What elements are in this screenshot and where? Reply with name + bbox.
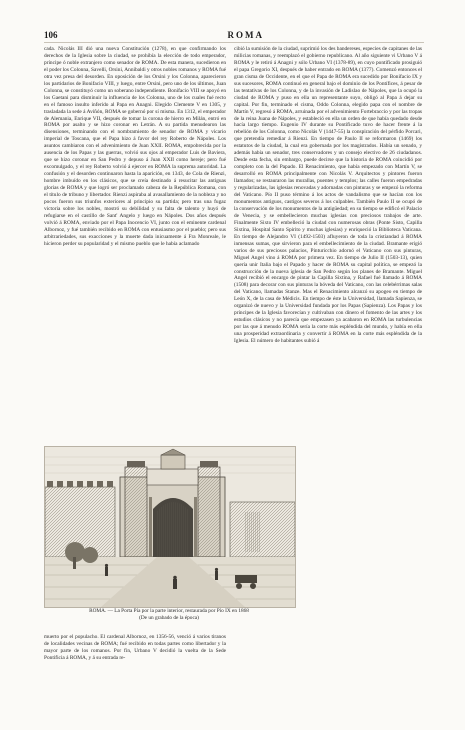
figure-caption (44, 608, 294, 630)
caption-line-1: ROMA. — La Porta Pía por la parte interior, restaurada por Pío IX en 1868 (89, 608, 249, 614)
left-column-bottom (44, 634, 226, 670)
left-column-top (44, 46, 226, 442)
page-header (44, 28, 424, 43)
left-column-text: cada. Nicolás III dió una nueva Constitución (1278), en que confirmando los derechos de la Iglesia sobre la ciudad, se prohibía la elección de todo emperador, príncipe ó noble extranjero como senador de ROMA. De esta manera, sucedieron en el poder los Colonna, Savelli, Orsini, Annibaldi y otros nobles romanos y ROMA fué otra vez presa del desorden. En oposición de los Orsini y los Colonna, aparecieron los partidarios de Bonifacio VIII, y luego, entre Orsini, pero uno de los últimos, Juan Colonna, se constituyó como un soberano independiente. Bonifacio VIII se apoyó en los Gaetani para disminuir la influencia de los Colonna, uno de los cuales fué recto en el famoso insulto inferido al Papa en Anagni. Elegido Clemente V en 1305, y trasladada la sede á Aviñón, ROMA se gobernó por sí misma. En 1312, el emperador de Alemania, Enrique VII, después de tomar la corona de hierro en Milán, entró en ROMA por asalto y se hizo coronar en Letrán. A su partida menudearon las disensiones, terminando con el nombramiento de senador de ROMA y vicario imperial de Toscana, que el Papa hizo á favor del rey Roberto de Nápoles. Los asuntos cambiaron con el advenimiento de Juan XXII. ROMA, empobrecida por la ausencia de los Papas y las guerras, volvió sus ojos al emperador Luis de Baviera, que se hizo coronar en San Pedro y depuso á Juan XXII como hereje; pero fué excomulgado, y el rey Roberto volvió á ejercer en ROMA la suprema autoridad. La confusión y el desorden continuaron hasta la aparición, en 1343, de Cola de Rienzi, hombre imbuído en los clásicos, que se creía destinado á resucitar las antiguas glorias de ROMA y que logró ser proclamado cabeza de la República Romana, con el título de tribuno y libertador. Rienzi aspiraba al avasallamiento de la nobleza y no pocos fueron sus triunfos exteriores al principio su partida; pero tras una fugaz victoria sobre los nobles, mostró su debilidad y su falta de talento y huyó de refugiarse en el castillo de Sant' Angelo y luego en Nápoles. Dos años después volvió á ROMA, enviado por el Papa Inocencio VI, junto con el eminente cardenal Albornoz, y fué también recibido en ROMA con entusiasmo por el pueblo; pero sus arbitrariedades, sus exacciones y la muerte dada inicuamente á Fra Monreale, le hicieron perder su popularidad y el mismo pueblo que le había aclamado (44, 46, 226, 247)
right-column-text: cibió la sumisión de la ciudad, suprimió los des bandereses, especies de capitanes de las milicias romanas, y reemplazó el gobierno republicano. Al año siguiente vi Urbano V á ROMA y le retiró á Anagni y sólo Urbano VI (1378-89), en cuyo pontificado prosiguió el papa Gregorio XI, después de haber entrado en ROMA (1377). Comenzó entonces el gran cisma de Occidente, en el que el Papa de ROMA era sucedido por Bonifacio IX y sus sucesores, ROMA continuó en general bajo el dominio de los Pontífices, á pesar de las tentativas de los Colonna, y de la invasión de Ladislao de Nápoles, que la ocupó la ciudad de ROMA y puso en ella un representante suyo, obligó al Papa á dejar su capital. Por fin, terminado el cisma, Oddo Colonna, elegido papa con el nombre de Martín V, regresó á ROMA, arruinada por el advenimiento Fortebraccio y por las tropas de la reina Juana de Nápoles, y estableció en ella un orden de que había quedado desde hacía largo tiempo. Eugenio IV durante su Pontificado tuvo de hacer frente á la rebelión de los Colonna, como Nicolás V (1447-55) la conspiración del pérfido Porcari, que pretendía remediar á Rienzi. En tiempo de Paulo II se reformaron (1469) los estatutos de la ciudad, la cual era gobernada por los magistrados. Había un senado, y además había un senador, tres conservadores y un consejo electivo de 26 ciudadanos. Desde esta fecha, sin embargo, puede decirse que la historia de ROMA coincidió por completo con la del Papado. El Renacimiento, que había empezado con Martín V, se desarrolló en ROMA principalmente con Nicolás V. Arquitectos y pintores fueron llamados; se restauraron las murallas, puentes y templos; las calles fueron empedradas y regularizadas, las iglesias renovadas y adornadas con pinturas y se empezó la reforma del Vaticano. Pío II puso término á los actos de vandalismo que se hacían con los monumentos antiguos, castigos severos á los culpables. También Paulo II se ocupó de la conservación de los monumentos de la antigüedad; en su tiempo se edificó el Palacio de Venecia, y se embellecieron muchas iglesias con preciosos trabajos de arte. Finalmente Sixto IV embelleció la ciudad con numerosas obras (Ponte Sisto, Capilla Sixtina, Hospital Santo Spirito y muchas iglesias) y enriqueció la Biblioteca Vaticana. En tiempo de Alejandro VI (1492-1503) afluyeron de toda la cristiandad á ROMA inmensas sumas, que sirvieron para el embellecimiento de la ciudad. Bramante erigió varios de sus preciosos palacios, Pinturicchio adornó el Vaticano con sus pinturas, Miguel Angel vino á ROMA por primera vez. En tiempo de Julio II (1503-13), quien quería unir Italia bajo el Papado y hacer de ROMA su capital política, se empezó la construcción de la nueva iglesia de San Pedro según los planes de Bramante. Miguel Angel recibió el encargo de pintar la Capilla Sixtina, y Rafael fué llamado á ROMA (1508) para decorar con sus pinturas la bóveda del Vaticano, con las celebérrimas salas del Vaticano, llamadas Stanze. Mas el Renacimiento alcanzó su apogeo en tiempo de León X, de la casa de Médicis. En tiempo de éste la Universidad, llamada Sapienza, se organizó de nuevo y la Universidad fundada por los Papas (Sapienza). Los Papas y los príncipes de la Iglesia favorecían y cultivaban con dinero el fomento de las artes y los estudios clásicos y no parecía que empezasen ya acabaron en ROMA las turbulencias por las que á menudo ROMA sería la corte más espléndida del mundo, y había en ella una prosperidad extraordinaria y convertir á ROMA en la corte más espléndida de la Iglesia. El número de habitantes subió á (234, 46, 422, 345)
left-column-bottom-text: muerto por el populacho. El cardenal Albornoz, en 1356-56, venció á varios tiranos de localidades vecinas de ROMA; fué recibido en todas partes como libertador y la mayor parte de los romanos. Por fin, Urbano V decidió la vuelta de la Sede Pontificia á ROMA, y á su entrada re- (44, 634, 226, 661)
engraving-illustration (45, 447, 295, 607)
running-title: ROMA (227, 30, 264, 40)
page-number: 106 (44, 30, 58, 40)
caption-line-2: (De un grabado de la época) (139, 614, 199, 621)
porta-pia-engraving (44, 446, 296, 608)
